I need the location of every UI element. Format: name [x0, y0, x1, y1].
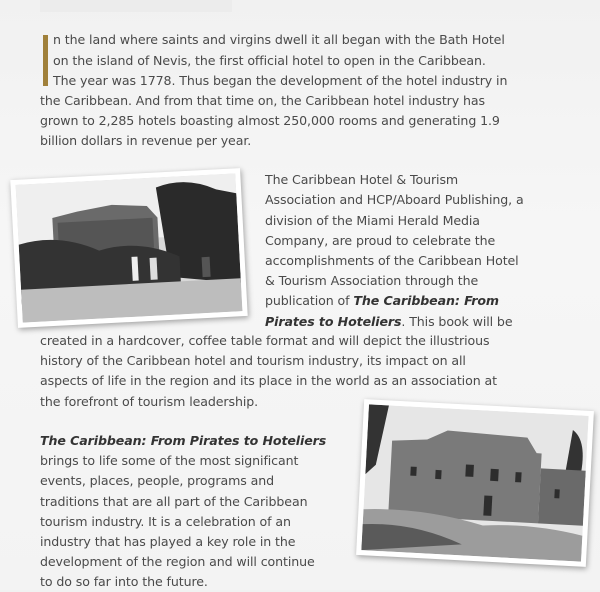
text-segment: the Caribbean. And from that time on, the Caribbean hotel industry has: [40, 93, 485, 108]
closing-line: [40, 451, 298, 471]
text-segment: grown to 2,285 hotels boasting almost 250,000 rooms and generating 1.9: [40, 113, 500, 128]
text-segment: billion dollars in revenue per year.: [40, 133, 252, 148]
top-band: [40, 0, 232, 12]
text-segment: n the land where saints and virgins dwell it all began with the Bath Hotel: [53, 32, 505, 47]
intro-line: [53, 51, 486, 71]
book-title: The Caribbean: From Pirates to Hoteliers: [40, 433, 327, 448]
text-segment: accomplishments of the Caribbean Hotel: [265, 253, 519, 268]
body-line: [265, 170, 458, 190]
body-line: [265, 211, 480, 231]
intro-line: [40, 111, 500, 131]
text-segment: history of the Caribbean hotel and tourism industry, its impact on all: [40, 353, 466, 368]
text-segment: on the island of Nevis, the first official hotel to open in the Caribbean.: [53, 53, 486, 68]
intro-line: [40, 131, 251, 151]
body-line: [40, 392, 258, 412]
drop-cap-bar: [43, 35, 48, 86]
book-title: The Caribbean: From: [353, 293, 499, 308]
body-line: [265, 231, 495, 251]
text-segment: industry that has played a key role in the: [40, 534, 296, 549]
body-line: [40, 351, 466, 371]
closing-line: [40, 572, 208, 592]
text-segment: aspects of life in the region and its place in the world as an association at: [40, 373, 497, 388]
closing-line: [40, 471, 274, 491]
text-segment: the forefront of tourism leadership.: [40, 394, 259, 409]
body-line: [265, 291, 499, 311]
text-segment: Association and HCP/Aboard Publishing, a: [265, 192, 524, 207]
text-segment: traditions that are all part of the Caribbean: [40, 494, 308, 509]
intro-line: [53, 71, 507, 91]
text-segment: events, places, people, programs and: [40, 473, 274, 488]
text-segment: tourism industry. It is a celebration of an: [40, 514, 291, 529]
text-segment: Company, are proud to celebrate the: [265, 233, 496, 248]
closing-line: [40, 431, 326, 451]
text-segment: publication of: [265, 293, 354, 308]
text-segment: . This book will be: [401, 314, 513, 329]
intro-line: [53, 30, 505, 50]
closing-line: [40, 492, 307, 512]
body-line: [265, 251, 519, 271]
photo-bath-hotel-garden: [10, 168, 247, 328]
body-line: [265, 271, 478, 291]
text-segment: The Caribbean Hotel & Tourism: [265, 172, 459, 187]
closing-line: [40, 512, 291, 532]
text-segment: The year was 1778. Thus began the development of the hotel industry in: [53, 73, 508, 88]
body-line: [265, 190, 524, 210]
body-line: [40, 331, 489, 351]
text-segment: & Tourism Association through the: [265, 273, 479, 288]
body-line: [40, 371, 497, 391]
body-line: [265, 312, 512, 332]
closing-line: [40, 552, 315, 572]
closing-line: [40, 532, 295, 552]
intro-line: [40, 91, 485, 111]
text-segment: development of the region and will continue: [40, 554, 315, 569]
book-title: Pirates to Hoteliers: [265, 314, 402, 329]
text-segment: division of the Miami Herald Media: [265, 213, 480, 228]
text-segment: brings to life some of the most significant: [40, 453, 299, 468]
text-segment: created in a hardcover, coffee table format and will depict the illustrious: [40, 333, 490, 348]
photo-bath-hotel-ruins: [356, 399, 594, 567]
text-segment: to do so far into the future.: [40, 574, 208, 589]
